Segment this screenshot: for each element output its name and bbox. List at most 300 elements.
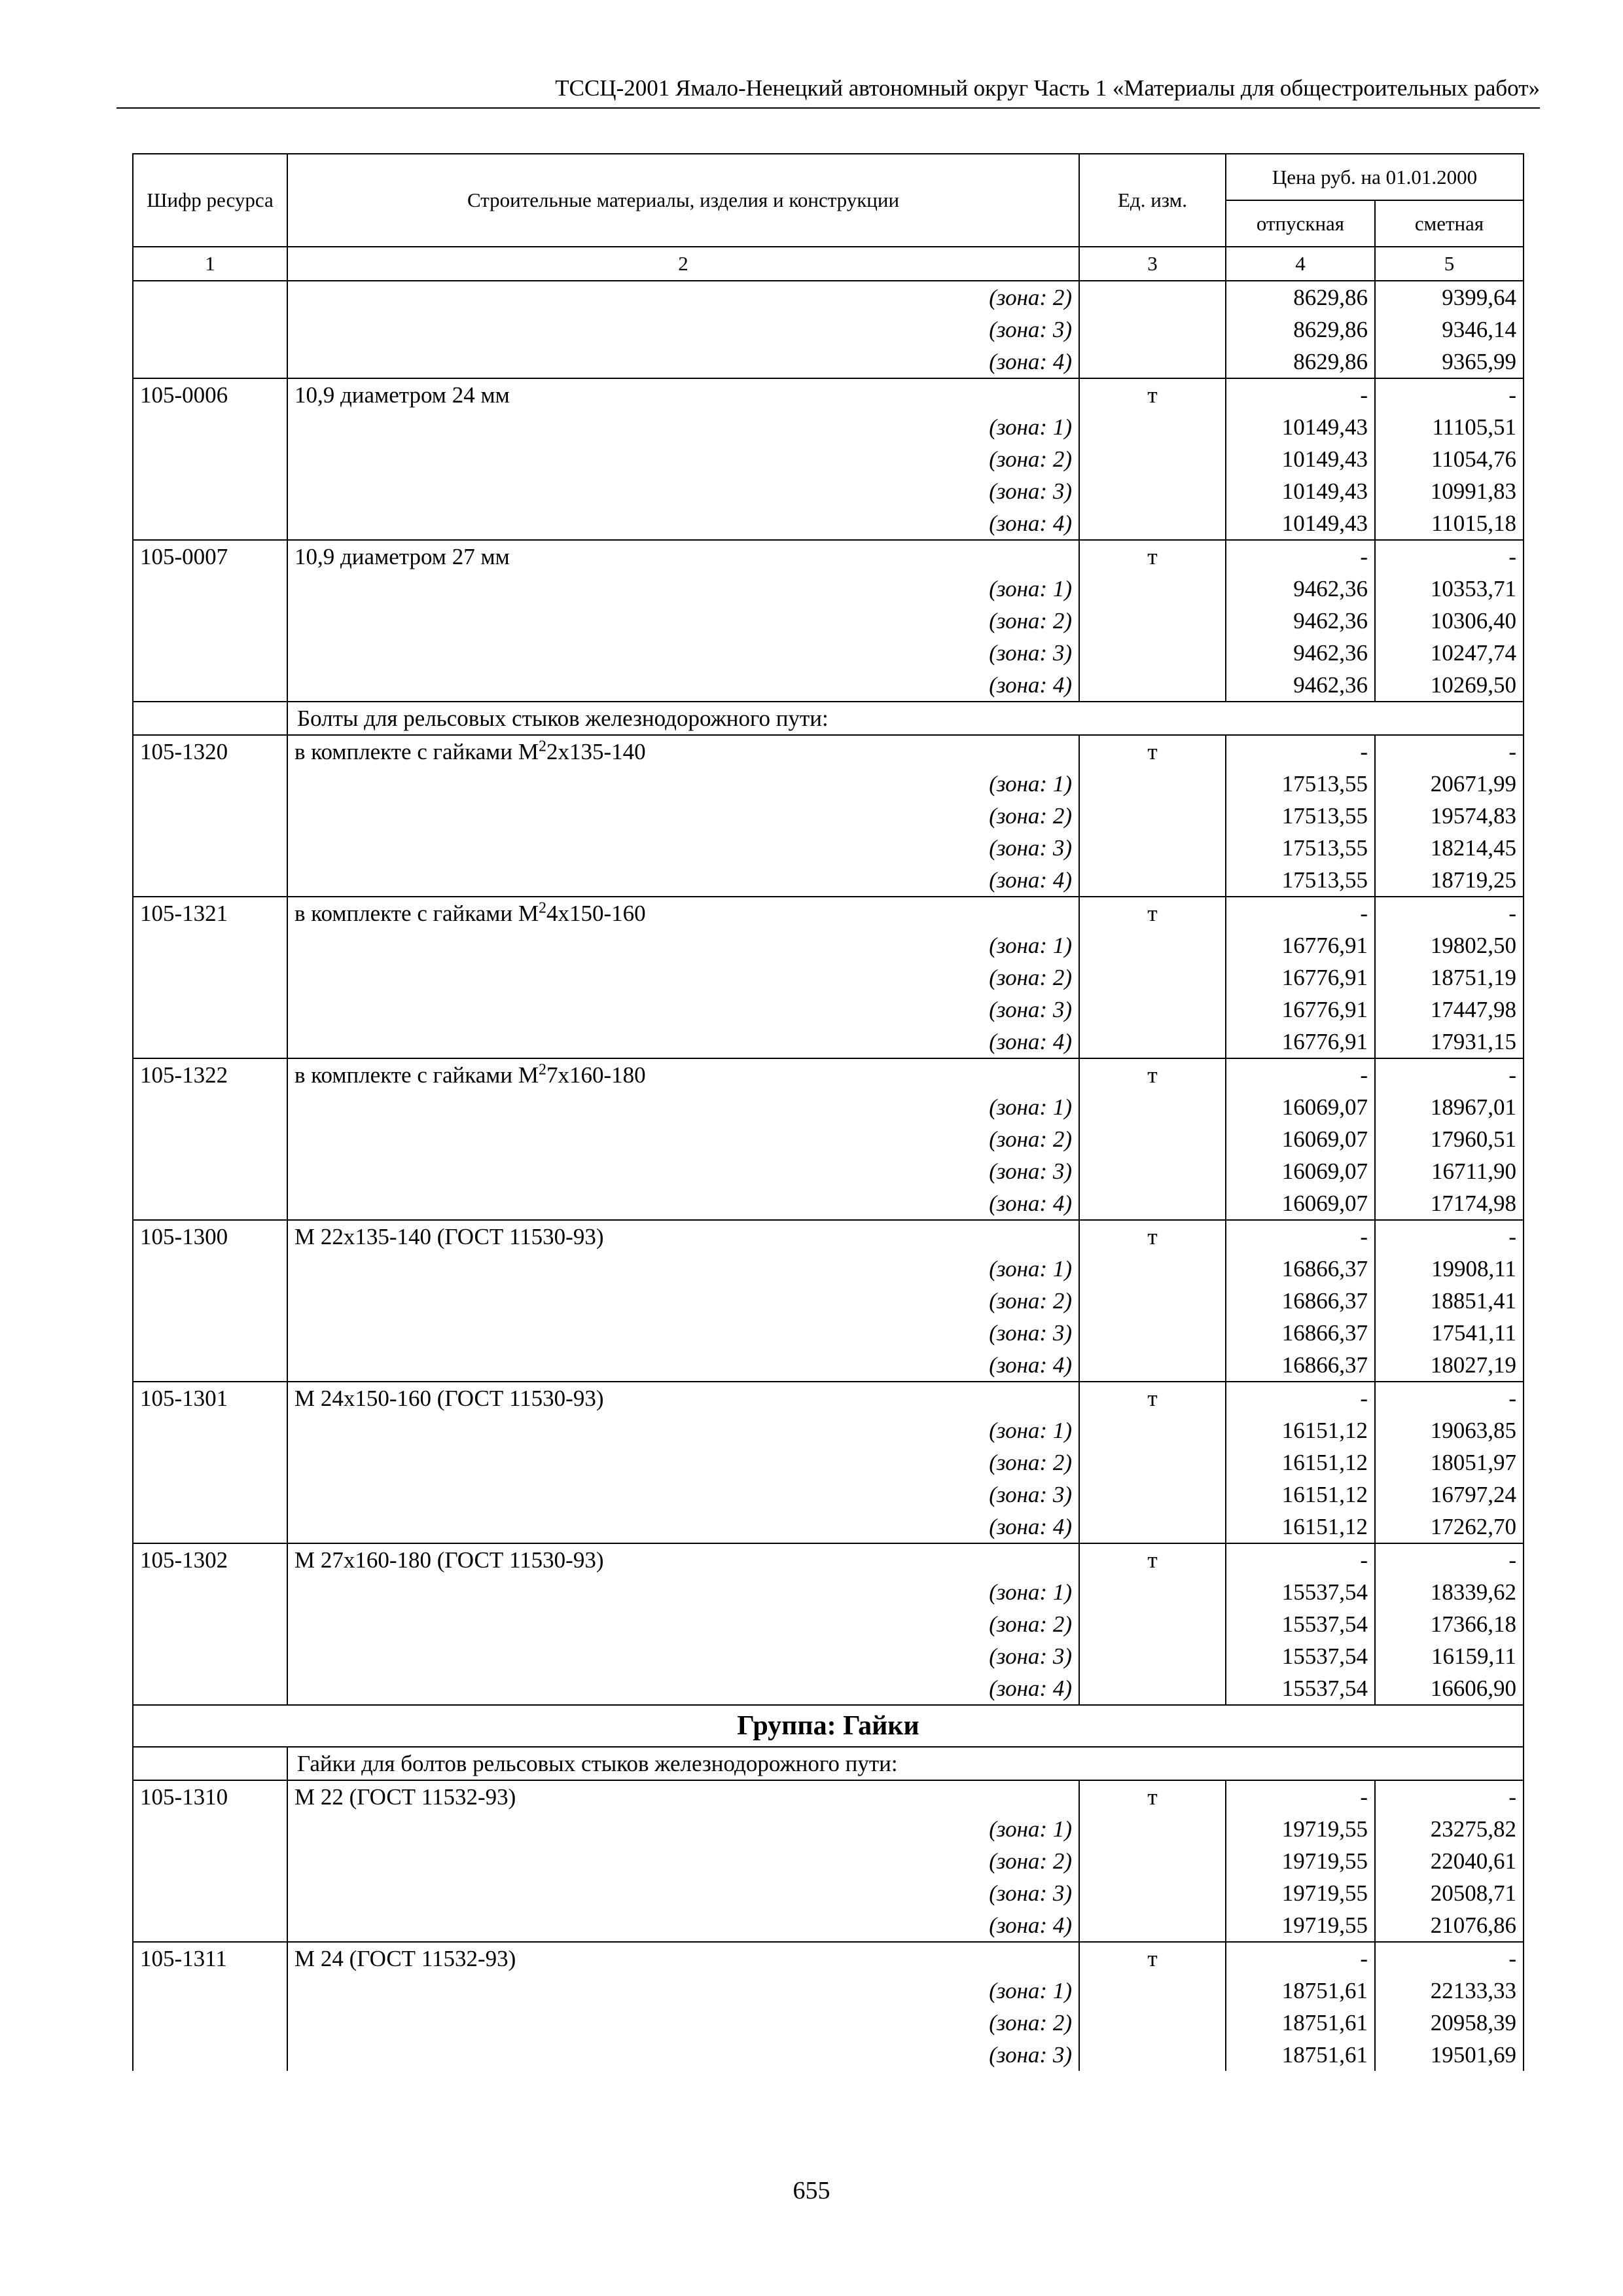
zone-row — [133, 475, 1524, 507]
zone-label: (зона: 3) — [287, 475, 1079, 507]
subheading-row — [133, 1747, 1524, 1780]
estimate-price: 22040,61 — [1375, 1845, 1524, 1877]
zone-label: (зона: 2) — [287, 443, 1079, 475]
unit-cell: т — [1079, 1382, 1226, 1414]
estimate-price: 17262,70 — [1375, 1511, 1524, 1543]
estimate-price: 18851,41 — [1375, 1285, 1524, 1317]
release-price: 16069,07 — [1226, 1155, 1375, 1187]
code-cell — [133, 1479, 287, 1511]
code-cell — [133, 1909, 287, 1942]
item-name-text: в комплекте с гайками М — [294, 739, 539, 764]
unit-cell — [1079, 1155, 1226, 1187]
zone-label: (зона: 4) — [287, 864, 1079, 897]
subheading-row — [133, 702, 1524, 735]
zone-label: (зона: 2) — [287, 281, 1079, 314]
estimate-price: 21076,86 — [1375, 1909, 1524, 1942]
code-cell — [133, 994, 287, 1026]
zone-row — [133, 1813, 1524, 1845]
release-price: 9462,36 — [1226, 637, 1375, 669]
zone-label: (зона: 3) — [287, 1317, 1079, 1349]
header-release-price: отпускная — [1226, 200, 1375, 247]
item-name — [287, 735, 1079, 768]
code-cell — [133, 1576, 287, 1608]
estimate-price: - — [1375, 540, 1524, 573]
release-price: - — [1226, 735, 1375, 768]
zone-label: (зона: 2) — [287, 1608, 1079, 1640]
estimate-price: 10306,40 — [1375, 605, 1524, 637]
estimate-price: - — [1375, 378, 1524, 411]
unit-cell — [1079, 1511, 1226, 1543]
zone-row — [133, 1608, 1524, 1640]
estimate-price: 18339,62 — [1375, 1576, 1524, 1608]
unit-cell: т — [1079, 1543, 1226, 1576]
unit-cell — [1079, 1285, 1226, 1317]
zone-label: (зона: 2) — [287, 961, 1079, 994]
resource-code: 105-1321 — [133, 897, 287, 929]
estimate-price: 19908,11 — [1375, 1253, 1524, 1285]
estimate-price: 18027,19 — [1375, 1349, 1524, 1382]
estimate-price: 9365,99 — [1375, 346, 1524, 378]
unit-cell — [1079, 2007, 1226, 2039]
item-row — [133, 735, 1524, 768]
code-cell — [133, 1187, 287, 1220]
resource-code: 105-1301 — [133, 1382, 287, 1414]
unit-cell — [1079, 443, 1226, 475]
estimate-price: 19802,50 — [1375, 929, 1524, 961]
item-name-text: в комплекте с гайками М — [294, 1062, 539, 1088]
estimate-price: 17541,11 — [1375, 1317, 1524, 1349]
zone-row — [133, 443, 1524, 475]
header-estimate-price: сметная — [1375, 200, 1524, 247]
item-name — [287, 897, 1079, 929]
zone-row — [133, 1155, 1524, 1187]
unit-cell — [1079, 1414, 1226, 1446]
zone-row — [133, 832, 1524, 864]
item-name-text: в комплекте с гайками М — [294, 901, 539, 926]
unit-cell — [1079, 768, 1226, 800]
zone-label: (зона: 3) — [287, 314, 1079, 346]
item-name-superscript: 2 — [539, 899, 547, 917]
unit-cell: т — [1079, 1942, 1226, 1975]
release-price: - — [1226, 897, 1375, 929]
code-cell — [133, 1446, 287, 1479]
code-cell — [133, 507, 287, 540]
item-row — [133, 1942, 1524, 1975]
zone-label: (зона: 3) — [287, 637, 1079, 669]
code-cell — [133, 1253, 287, 1285]
item-row — [133, 540, 1524, 573]
release-price: 16069,07 — [1226, 1123, 1375, 1155]
unit-cell — [1079, 1576, 1226, 1608]
resource-code: 105-1322 — [133, 1058, 287, 1091]
zone-row — [133, 1446, 1524, 1479]
estimate-price: - — [1375, 1220, 1524, 1253]
zone-label: (зона: 1) — [287, 1091, 1079, 1123]
resource-code: 105-0006 — [133, 378, 287, 411]
code-cell — [133, 929, 287, 961]
release-price: - — [1226, 1942, 1375, 1975]
code-cell — [133, 1026, 287, 1058]
estimate-price: - — [1375, 1058, 1524, 1091]
code-cell — [133, 281, 287, 314]
item-name — [287, 1058, 1079, 1091]
zone-row — [133, 637, 1524, 669]
release-price: 18751,61 — [1226, 2007, 1375, 2039]
code-cell — [133, 2007, 287, 2039]
zone-label: (зона: 4) — [287, 507, 1079, 540]
release-price: 16866,37 — [1226, 1285, 1375, 1317]
zone-row — [133, 1123, 1524, 1155]
release-price: - — [1226, 1058, 1375, 1091]
item-name-superscript: 2 — [539, 1061, 547, 1079]
zone-row — [133, 2039, 1524, 2071]
item-name: М 24х150-160 (ГОСТ 11530-93) — [287, 1382, 1079, 1414]
price-table — [132, 153, 1524, 2071]
release-price: 16069,07 — [1226, 1187, 1375, 1220]
item-name-superscript: 2 — [539, 738, 547, 755]
code-cell — [133, 864, 287, 897]
zone-row — [133, 1317, 1524, 1349]
item-row — [133, 897, 1524, 929]
header-name: Строительные материалы, изделия и конструкции — [287, 154, 1079, 247]
zone-label: (зона: 3) — [287, 1155, 1079, 1187]
release-price: 16866,37 — [1226, 1317, 1375, 1349]
estimate-price: 9346,14 — [1375, 314, 1524, 346]
unit-cell — [1079, 1909, 1226, 1942]
estimate-price: 10991,83 — [1375, 475, 1524, 507]
estimate-price: 20671,99 — [1375, 768, 1524, 800]
unit-cell — [1079, 281, 1226, 314]
unit-cell — [1079, 605, 1226, 637]
zone-row — [133, 994, 1524, 1026]
release-price: 16776,91 — [1226, 961, 1375, 994]
item-name-text: 4х150-160 — [546, 901, 646, 926]
zone-label: (зона: 1) — [287, 1414, 1079, 1446]
zone-row — [133, 1576, 1524, 1608]
release-price: 16866,37 — [1226, 1349, 1375, 1382]
zone-label: (зона: 4) — [287, 1672, 1079, 1705]
unit-cell — [1079, 1317, 1226, 1349]
estimate-price: 16606,90 — [1375, 1672, 1524, 1705]
code-cell — [133, 411, 287, 443]
code-cell — [133, 443, 287, 475]
zone-label: (зона: 2) — [287, 1446, 1079, 1479]
estimate-price: 19063,85 — [1375, 1414, 1524, 1446]
unit-cell — [1079, 2039, 1226, 2071]
zone-label: (зона: 1) — [287, 411, 1079, 443]
resource-code: 105-1302 — [133, 1543, 287, 1576]
subheading-text: Гайки для болтов рельсовых стыков железнодорожного пути: — [287, 1747, 1524, 1780]
zone-label: (зона: 4) — [287, 1349, 1079, 1382]
estimate-price: 10269,50 — [1375, 669, 1524, 702]
column-number: 3 — [1079, 247, 1226, 281]
unit-cell — [1079, 1479, 1226, 1511]
header-code: Шифр ресурса — [133, 154, 287, 247]
unit-cell — [1079, 1026, 1226, 1058]
estimate-price: 16711,90 — [1375, 1155, 1524, 1187]
unit-cell — [1079, 346, 1226, 378]
release-price: 10149,43 — [1226, 507, 1375, 540]
release-price: 9462,36 — [1226, 573, 1375, 605]
item-row — [133, 1220, 1524, 1253]
zone-row — [133, 1253, 1524, 1285]
subheading-text: Болты для рельсовых стыков железнодорожного пути: — [287, 702, 1524, 735]
unit-cell — [1079, 314, 1226, 346]
estimate-price: - — [1375, 735, 1524, 768]
estimate-price: 16797,24 — [1375, 1479, 1524, 1511]
zone-row — [133, 1285, 1524, 1317]
zone-label: (зона: 4) — [287, 669, 1079, 702]
unit-cell — [1079, 832, 1226, 864]
header-price: Цена руб. на 01.01.2000 — [1226, 154, 1524, 200]
zone-row — [133, 864, 1524, 897]
unit-cell — [1079, 994, 1226, 1026]
zone-row — [133, 1349, 1524, 1382]
estimate-price: 19501,69 — [1375, 2039, 1524, 2071]
zone-row — [133, 1091, 1524, 1123]
unit-cell: т — [1079, 540, 1226, 573]
release-price: 8629,86 — [1226, 346, 1375, 378]
estimate-price: 17174,98 — [1375, 1187, 1524, 1220]
resource-code: 105-1311 — [133, 1942, 287, 1975]
resource-code: 105-1320 — [133, 735, 287, 768]
release-price: 18751,61 — [1226, 1975, 1375, 2007]
zone-row — [133, 314, 1524, 346]
zone-label: (зона: 3) — [287, 1479, 1079, 1511]
zone-row — [133, 1877, 1524, 1909]
release-price: 17513,55 — [1226, 832, 1375, 864]
estimate-price: 19574,83 — [1375, 800, 1524, 832]
unit-cell — [1079, 1446, 1226, 1479]
unit-cell: т — [1079, 897, 1226, 929]
release-price: 10149,43 — [1226, 443, 1375, 475]
code-cell — [133, 314, 287, 346]
zone-row — [133, 1414, 1524, 1446]
zone-label: (зона: 4) — [287, 346, 1079, 378]
release-price: 15537,54 — [1226, 1640, 1375, 1672]
code-cell — [133, 1747, 287, 1780]
zone-row — [133, 1975, 1524, 2007]
item-row — [133, 1382, 1524, 1414]
zone-row — [133, 346, 1524, 378]
zone-label: (зона: 3) — [287, 2039, 1079, 2071]
zone-label: (зона: 3) — [287, 994, 1079, 1026]
page-number: 655 — [793, 2177, 830, 2204]
zone-label: (зона: 1) — [287, 1253, 1079, 1285]
item-row — [133, 378, 1524, 411]
zone-row — [133, 1479, 1524, 1511]
zone-row — [133, 929, 1524, 961]
item-row — [133, 1543, 1524, 1576]
estimate-price: 10247,74 — [1375, 637, 1524, 669]
code-cell — [133, 1091, 287, 1123]
header-unit: Ед. изм. — [1079, 154, 1226, 247]
code-cell — [133, 637, 287, 669]
estimate-price: 11105,51 — [1375, 411, 1524, 443]
estimate-price: 18214,45 — [1375, 832, 1524, 864]
code-cell — [133, 1155, 287, 1187]
estimate-price: - — [1375, 897, 1524, 929]
zone-row — [133, 800, 1524, 832]
unit-cell — [1079, 1091, 1226, 1123]
estimate-price: 16159,11 — [1375, 1640, 1524, 1672]
release-price: 10149,43 — [1226, 411, 1375, 443]
resource-code: 105-0007 — [133, 540, 287, 573]
release-price: 16151,12 — [1226, 1479, 1375, 1511]
release-price: - — [1226, 1543, 1375, 1576]
release-price: - — [1226, 1220, 1375, 1253]
column-number: 1 — [133, 247, 287, 281]
item-name: М 22 (ГОСТ 11532-93) — [287, 1780, 1079, 1813]
release-price: 16776,91 — [1226, 929, 1375, 961]
release-price: 16776,91 — [1226, 994, 1375, 1026]
release-price: 17513,55 — [1226, 864, 1375, 897]
unit-cell — [1079, 1672, 1226, 1705]
release-price: 9462,36 — [1226, 669, 1375, 702]
code-cell — [133, 1877, 287, 1909]
code-cell — [133, 1672, 287, 1705]
running-header: ТССЦ-2001 Ямало-Ненецкий автономный округ Часть 1 «Материалы для общестроительных работ» — [116, 72, 1540, 109]
zone-label: (зона: 2) — [287, 605, 1079, 637]
item-row — [133, 1780, 1524, 1813]
zone-label: (зона: 2) — [287, 1845, 1079, 1877]
code-cell — [133, 1511, 287, 1543]
zone-row — [133, 411, 1524, 443]
unit-cell: т — [1079, 735, 1226, 768]
estimate-price: 10353,71 — [1375, 573, 1524, 605]
unit-cell — [1079, 1608, 1226, 1640]
estimate-price: 17960,51 — [1375, 1123, 1524, 1155]
zone-label: (зона: 4) — [287, 1026, 1079, 1058]
code-cell — [133, 1975, 287, 2007]
code-cell — [133, 832, 287, 864]
code-cell — [133, 1123, 287, 1155]
zone-label: (зона: 4) — [287, 1511, 1079, 1543]
release-price: 17513,55 — [1226, 768, 1375, 800]
unit-cell — [1079, 1845, 1226, 1877]
code-cell — [133, 1285, 287, 1317]
item-name-text: 7х160-180 — [546, 1062, 646, 1088]
code-cell — [133, 1608, 287, 1640]
unit-cell: т — [1079, 1780, 1226, 1813]
group-heading: Группа: Гайки — [133, 1705, 1524, 1747]
release-price: 15537,54 — [1226, 1576, 1375, 1608]
unit-cell — [1079, 1187, 1226, 1220]
code-cell — [133, 702, 287, 735]
release-price: - — [1226, 540, 1375, 573]
unit-cell — [1079, 1877, 1226, 1909]
zone-label: (зона: 3) — [287, 832, 1079, 864]
estimate-price: 23275,82 — [1375, 1813, 1524, 1845]
release-price: 16866,37 — [1226, 1253, 1375, 1285]
code-cell — [133, 669, 287, 702]
estimate-price: 17931,15 — [1375, 1026, 1524, 1058]
release-price: - — [1226, 1382, 1375, 1414]
zone-row — [133, 961, 1524, 994]
item-name: 10,9 диаметром 27 мм — [287, 540, 1079, 573]
zone-row — [133, 507, 1524, 540]
release-price: 16151,12 — [1226, 1414, 1375, 1446]
unit-cell — [1079, 1813, 1226, 1845]
zone-label: (зона: 1) — [287, 1576, 1079, 1608]
zone-label: (зона: 1) — [287, 929, 1079, 961]
release-price: 8629,86 — [1226, 314, 1375, 346]
estimate-price: 17447,98 — [1375, 994, 1524, 1026]
column-number: 2 — [287, 247, 1079, 281]
zone-row — [133, 1187, 1524, 1220]
unit-cell — [1079, 475, 1226, 507]
column-number: 4 — [1226, 247, 1375, 281]
resource-code: 105-1300 — [133, 1220, 287, 1253]
code-cell — [133, 475, 287, 507]
estimate-price: 22133,33 — [1375, 1975, 1524, 2007]
code-cell — [133, 1813, 287, 1845]
zone-label: (зона: 1) — [287, 573, 1079, 605]
release-price: 16151,12 — [1226, 1511, 1375, 1543]
estimate-price: 18051,97 — [1375, 1446, 1524, 1479]
unit-cell — [1079, 637, 1226, 669]
unit-cell: т — [1079, 1058, 1226, 1091]
code-cell — [133, 961, 287, 994]
code-cell — [133, 1845, 287, 1877]
release-price: 17513,55 — [1226, 800, 1375, 832]
estimate-price: 11015,18 — [1375, 507, 1524, 540]
release-price: 19719,55 — [1226, 1909, 1375, 1942]
resource-code: 105-1310 — [133, 1780, 287, 1813]
unit-cell — [1079, 929, 1226, 961]
item-name: М 27х160-180 (ГОСТ 11530-93) — [287, 1543, 1079, 1576]
estimate-price: 20958,39 — [1375, 2007, 1524, 2039]
group-heading-row — [133, 1705, 1524, 1747]
code-cell — [133, 1349, 287, 1382]
column-number: 5 — [1375, 247, 1524, 281]
zone-row — [133, 768, 1524, 800]
code-cell — [133, 1317, 287, 1349]
zone-label: (зона: 3) — [287, 1640, 1079, 1672]
release-price: 9462,36 — [1226, 605, 1375, 637]
zone-label: (зона: 4) — [287, 1909, 1079, 1942]
code-cell — [133, 768, 287, 800]
code-cell — [133, 2039, 287, 2071]
release-price: 15537,54 — [1226, 1672, 1375, 1705]
unit-cell — [1079, 961, 1226, 994]
estimate-price: - — [1375, 1382, 1524, 1414]
zone-label: (зона: 1) — [287, 1813, 1079, 1845]
unit-cell — [1079, 669, 1226, 702]
unit-cell — [1079, 1640, 1226, 1672]
release-price: 19719,55 — [1226, 1877, 1375, 1909]
unit-cell — [1079, 1349, 1226, 1382]
estimate-price: 17366,18 — [1375, 1608, 1524, 1640]
item-row — [133, 1058, 1524, 1091]
release-price: 16069,07 — [1226, 1091, 1375, 1123]
unit-cell — [1079, 1253, 1226, 1285]
estimate-price: - — [1375, 1543, 1524, 1576]
zone-label: (зона: 2) — [287, 800, 1079, 832]
release-price: 18751,61 — [1226, 2039, 1375, 2071]
item-name-text: 2х135-140 — [546, 739, 646, 764]
release-price: 10149,43 — [1226, 475, 1375, 507]
estimate-price: 11054,76 — [1375, 443, 1524, 475]
unit-cell — [1079, 864, 1226, 897]
zone-row — [133, 2007, 1524, 2039]
release-price: 16776,91 — [1226, 1026, 1375, 1058]
zone-label: (зона: 4) — [287, 1187, 1079, 1220]
zone-row — [133, 281, 1524, 314]
code-cell — [133, 1414, 287, 1446]
unit-cell — [1079, 1975, 1226, 2007]
release-price: 8629,86 — [1226, 281, 1375, 314]
